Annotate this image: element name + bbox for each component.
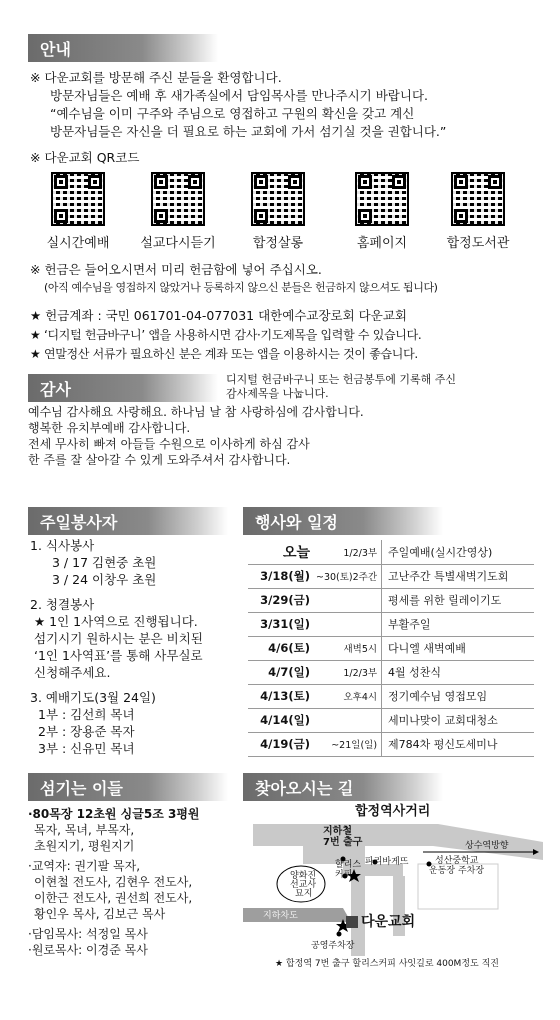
servants-line-5: 이현철 전도사, 김현우 전도사, xyxy=(34,875,193,889)
map-label-cemetery-2: 선교사 xyxy=(290,880,317,890)
notice-line-3: “예수님을 이미 구주와 주님으로 영접하고 구원의 확신을 갖고 계신 xyxy=(50,106,415,121)
offering-line-1: ※ 헌금은 들어오시면서 미리 헌금함에 넣어 주십시오. xyxy=(30,262,322,277)
schedule-time: 1/2/3부 xyxy=(314,660,382,684)
meal-line-1: 3 / 17 김현중 초원 xyxy=(52,555,157,570)
schedule-event: 고난주간 특별새벽기도회 xyxy=(382,564,534,588)
schedule-row xyxy=(248,540,534,564)
qr-code-icon xyxy=(51,172,105,226)
qr-label: 설교다시듣기 xyxy=(140,236,216,251)
qr-label: 실시간예배 xyxy=(46,236,110,251)
schedule-table xyxy=(248,540,534,757)
servants-line-7: 황인우 목사, 김보근 목사 xyxy=(34,907,166,921)
thanks-line-1: 예수님 감사해요 사랑해요. 하나님 날 참 사랑하심에 감사합니다. xyxy=(28,405,364,419)
schedule-time: 1/2/3부 xyxy=(314,540,382,564)
schedule-event: 세미나맞이 교회대청소 xyxy=(382,708,534,732)
schedule-time xyxy=(314,588,382,612)
schedule-date: 4/7(일) xyxy=(248,660,314,684)
qr-item-salon[interactable] xyxy=(238,172,318,251)
schedule-event: 부활주일 xyxy=(382,612,534,636)
schedule-event: 제784차 평신도세미나 xyxy=(382,732,534,756)
schedule-date: 오늘 xyxy=(248,540,314,564)
schedule-date: 4/13(토) xyxy=(248,684,314,708)
map-label-church: 다운교회 xyxy=(361,914,416,930)
qr-code-row xyxy=(30,172,540,254)
qr-item-homepage[interactable] xyxy=(342,172,422,251)
bullet-tax: ★ 연말정산 서류가 필요하신 분은 계좌 또는 앱을 이용하시는 것이 좋습니다. xyxy=(30,347,418,361)
clean-line-1: ★ 1인 1사역으로 진행됩니다. xyxy=(34,614,198,629)
schedule-time xyxy=(314,708,382,732)
bullet-app: ★ ‘디지털 헌금바구니’ 앱을 사용하시면 감사·기도제목을 입력할 수 있습니다. xyxy=(30,328,422,342)
schedule-date: 3/18(월) xyxy=(248,564,314,588)
map-label-cemetery-1: 양화진 xyxy=(290,871,317,881)
servants-line-8: ·담임목사: 석정일 목사 xyxy=(28,927,148,941)
thanks-line-2: 행복한 유치부예배 감사합니다. xyxy=(28,421,191,435)
notice-line-2: 방문자님들은 예배 후 새가족실에서 담임목사를 만나주시기 바랍니다. xyxy=(50,88,428,103)
map-label-cemetery-3: 묘지 xyxy=(295,889,313,899)
schedule-date: 4/14(일) xyxy=(248,708,314,732)
schedule-event: 다니엘 새벽예배 xyxy=(382,636,534,660)
clean-title: 2. 청결봉사 xyxy=(30,597,95,612)
volunteers-header xyxy=(28,507,228,535)
notice-header-title: 안내 xyxy=(40,39,71,59)
qr-label: 합정도서관 xyxy=(446,236,510,251)
schedule-event: 주일예배(실시간영상) xyxy=(382,540,534,564)
map-label-underpass: 지하차도 xyxy=(263,911,298,921)
clean-line-3: ‘1인 1사역표’를 통해 사무실로 xyxy=(34,648,203,663)
map-label-exit-2: 7번 출구 xyxy=(323,837,363,848)
clean-line-4: 신청해주세요. xyxy=(34,665,111,680)
meal-line-2: 3 / 24 이창우 초원 xyxy=(52,572,157,587)
volunteers-header-title: 주일봉사자 xyxy=(40,512,118,532)
schedule-date: 3/29(금) xyxy=(248,588,314,612)
schedule-time: 새벽5시 xyxy=(314,636,382,660)
schedule-time: 오후4시 xyxy=(314,684,382,708)
notice-line-4: 방문자님들은 자신을 더 필요로 하는 교회에 가서 섬기실 것을 권합니다.” xyxy=(50,124,447,139)
schedule-row xyxy=(248,708,534,732)
map-label-exit-1: 지하철 xyxy=(323,826,352,837)
qr-code-icon xyxy=(451,172,505,226)
schedule-date: 3/31(일) xyxy=(248,612,314,636)
schedule-time: ~30(토)2주간 xyxy=(314,564,382,588)
schedule-time xyxy=(314,612,382,636)
schedule-row xyxy=(248,588,534,612)
prayer-title: 3. 예배기도(3월 24일) xyxy=(30,690,156,705)
map-label-parking: 공영주차장 xyxy=(311,941,355,951)
qr-code-icon xyxy=(251,172,305,226)
map-label-school-2: 운동장 주차장 xyxy=(429,866,485,876)
servants-line-1: ·80목장 12초원 싱글5조 3평원 xyxy=(28,807,200,821)
servants-line-9: ·원로목사: 이경준 목사 xyxy=(28,943,148,957)
schedule-event: 4월 성찬식 xyxy=(382,660,534,684)
map-drawing xyxy=(243,804,543,974)
map-footer: ★ 합정역 7번 출구 할리스커피 사잇길로 400M정도 직진 xyxy=(275,959,499,969)
map-title: 합정역사거리 xyxy=(355,804,431,819)
schedule-row xyxy=(248,612,534,636)
schedule-header-title: 행사와 일정 xyxy=(255,512,338,532)
qr-title: ※ 다운교회 QR코드 xyxy=(30,150,140,165)
qr-code-icon xyxy=(355,172,409,226)
servants-line-4: ·교역자: 권기팔 목자, xyxy=(28,859,141,873)
servants-line-3: 초원지기, 평원지기 xyxy=(34,839,135,853)
schedule-event: 정기예수님 영접모임 xyxy=(382,684,534,708)
directions-map[interactable] xyxy=(243,804,543,974)
schedule-row xyxy=(248,732,534,756)
offering-line-2: (아직 예수님을 영접하지 않았거나 등록하지 않으신 분들은 헌금하지 않으셔도 됩니다) xyxy=(44,281,438,294)
schedule-date: 4/19(금) xyxy=(248,732,314,756)
prayer-line-2: 2부 : 장용준 목자 xyxy=(38,724,135,739)
meal-title: 1. 식사봉사 xyxy=(30,538,95,553)
map-label-school-1: 성산중학교 xyxy=(435,856,479,866)
schedule-date: 4/6(토) xyxy=(248,636,314,660)
schedule-time: ~21일(일) xyxy=(314,732,382,756)
qr-label: 합정살롱 xyxy=(252,236,304,251)
schedule-row xyxy=(248,660,534,684)
thanks-line-3: 전세 무사히 빠져 아들들 수원으로 이사하게 하심 감사 xyxy=(28,437,310,451)
qr-item-sermon[interactable] xyxy=(138,172,218,251)
schedule-event: 평세를 위한 릴레이기도 xyxy=(382,588,534,612)
thanks-note-2: 감사제목을 나눕니다. xyxy=(226,387,329,400)
qr-item-live[interactable] xyxy=(38,172,118,251)
qr-label: 홈페이지 xyxy=(356,236,408,251)
map-label-paris: 파리바게뜨 xyxy=(365,857,409,867)
prayer-line-1: 1부 : 김선희 목녀 xyxy=(38,707,135,722)
servants-header-title: 섬기는 이들 xyxy=(40,778,123,798)
servants-line-2: 목자, 목녀, 부목자, xyxy=(34,823,135,837)
thanks-header-title: 감사 xyxy=(40,379,71,399)
directions-header xyxy=(243,773,443,801)
notice-header xyxy=(28,34,218,62)
schedule-row xyxy=(248,684,534,708)
clean-line-2: 섬기시기 원하시는 분은 비치된 xyxy=(34,631,203,646)
schedule-header xyxy=(243,507,443,535)
thanks-note-1: 디지털 헌금바구니 또는 헌금봉투에 기록해 주신 xyxy=(226,373,457,386)
thanks-header xyxy=(28,374,218,402)
servants-header xyxy=(28,773,228,801)
servants-line-6: 이한근 전도사, 권선희 전도사, xyxy=(34,891,193,905)
qr-item-library[interactable] xyxy=(438,172,518,251)
schedule-row xyxy=(248,636,534,660)
bullet-account: ★ 헌금계좌 : 국민 061701-04-077031 대한예수교장로회 다운교회 xyxy=(30,308,407,323)
map-label-hollys-1: 할리스 xyxy=(335,860,362,870)
notice-line-1: ※ 다운교회를 방문해 주신 분들을 환영합니다. xyxy=(30,70,282,85)
schedule-row xyxy=(248,564,534,588)
map-label-sangsu: 상수역방향 xyxy=(465,841,509,851)
map-label-hollys-2: 커피 xyxy=(335,870,353,880)
qr-code-icon xyxy=(151,172,205,226)
thanks-line-4: 한 주를 잘 살아갈 수 있게 도와주셔서 감사합니다. xyxy=(28,453,291,467)
directions-header-title: 찾아오시는 길 xyxy=(255,778,354,798)
prayer-line-3: 3부 : 신유민 목녀 xyxy=(38,741,135,756)
